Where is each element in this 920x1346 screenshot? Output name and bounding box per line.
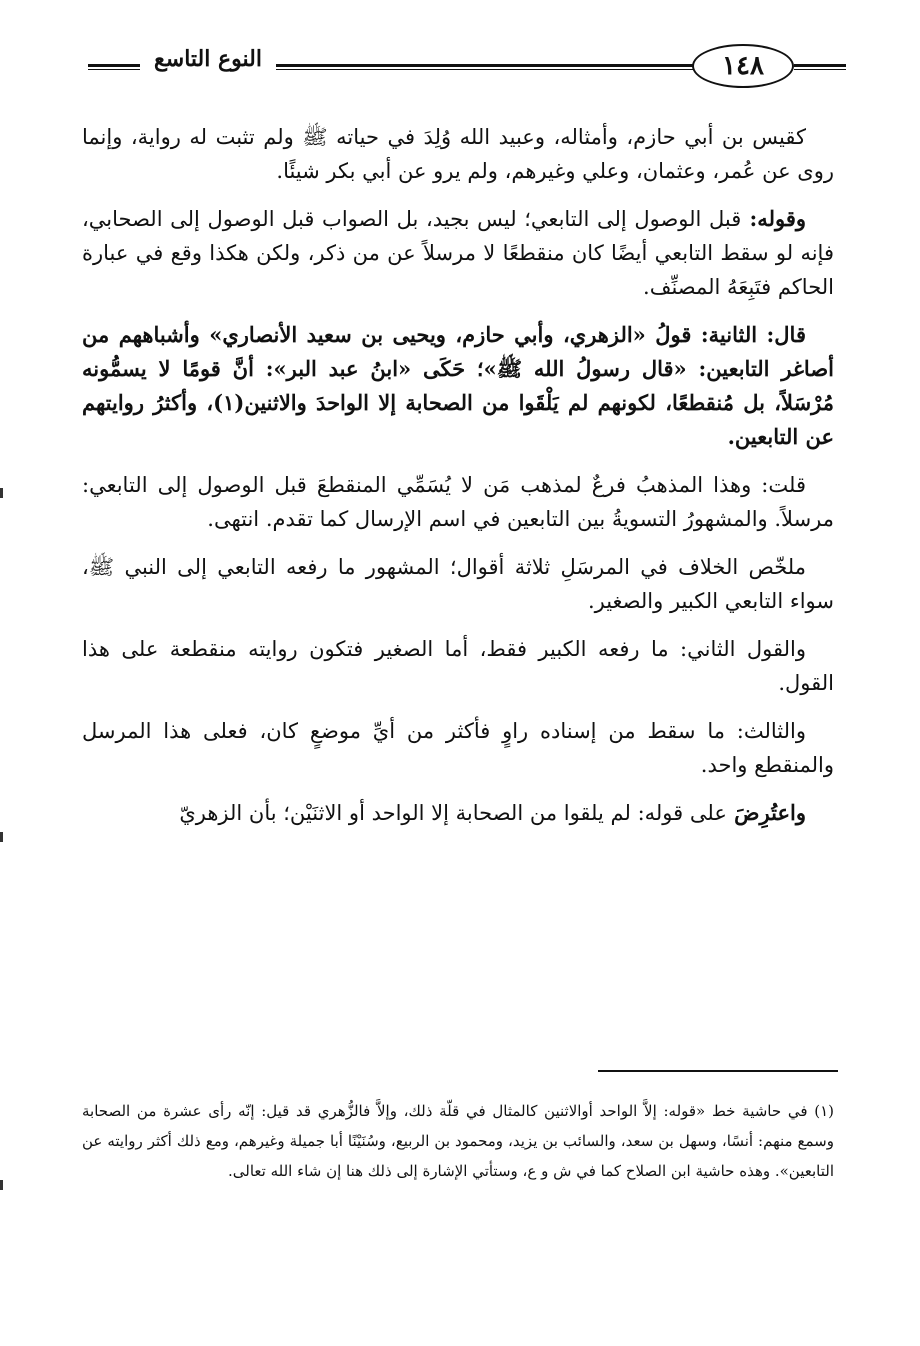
page-number: ١٤٨ <box>692 44 794 88</box>
footnotes <box>82 1096 834 1186</box>
page-edge-mark <box>0 488 3 498</box>
page-header <box>58 38 846 100</box>
main-text <box>82 120 834 844</box>
paragraph-text: قلت: وهذا المذهبُ فرعٌ لمذهب مَن لا يُسَمِّي المنقطعَ قبل الوصول إلى التابعي: مرسلاً. والمشهورُ التسويةُ بين التابعين في اسم الإرسال كما تقدم. انتهى. <box>82 473 834 531</box>
header-rule-left <box>88 64 140 70</box>
paragraph <box>82 632 834 700</box>
header-rule-middle <box>276 64 694 70</box>
paragraph-text: والقول الثاني: ما رفعه الكبير فقط، أما الصغير فتكون روايته منقطعة على هذا القول. <box>82 637 834 695</box>
quoted-text-paragraph <box>82 318 834 454</box>
paragraph-text: قبل الوصول إلى التابعي؛ ليس بجيد، بل الصواب قبل الوصول إلى الصحابي، فإنه لو سقط التابعي أيضًا كان منقطعًا لا مرسلاً عن من ذكر، ولكن هكذا وقع في عبارة الحاكم فتَبِعَهُ المصنِّف. <box>82 207 834 299</box>
paragraph-text: كقيس بن أبي حازم، وأمثاله، وعبيد الله وُلِدَ في حياته ﷺ ولم تثبت له رواية، وإنما روى عن عُمر، وعثمان، وعلي وغيرهم، ولم يرو عن أبي بكر شيئًا. <box>82 125 834 183</box>
paragraph-lead: وقوله: <box>741 206 806 231</box>
paragraph <box>82 714 834 782</box>
paragraph <box>82 796 834 830</box>
footnote-separator <box>598 1070 838 1072</box>
chapter-title: النوع التاسع <box>154 46 262 72</box>
footnote: (١) في حاشية خط «قوله: إلاَّ الواحد أوالاثنين كالمثال في قلّة ذلك، وإلاَّ فالزُّهري قد قيل: إنّه رأى عشرة من الصحابة وسمع منهم: أنسًا، وسهل بن سعد، والسائب بن يزيد، ومحمود بن الربيع، وسُنَيْنًا أبا جميلة وغيرهم، ومع ذلك أكثر روايته عن التابعين». وهذه حاشية ابن الصلاح كما في ش و ع، وستأتي الإشارة إلى ذلك هنا إن شاء الله تعالى. <box>82 1102 834 1180</box>
header-rule-right <box>794 64 846 70</box>
paragraph <box>82 202 834 304</box>
paragraph <box>82 550 834 618</box>
paragraph-text: والثالث: ما سقط من إسناده راوٍ فأكثر من أيِّ موضعٍ كان، فعلى هذا المرسل والمنقطع واحد. <box>82 719 834 777</box>
page-edge-mark <box>0 832 3 842</box>
paragraph-lead: واعتُرِضَ <box>726 800 806 825</box>
paragraph-text: على قوله: لم يلقوا من الصحابة إلا الواحد أو الاثنَيْن؛ بأن الزهريّ <box>179 801 727 825</box>
paragraph-text: ملخّص الخلاف في المرسَلِ ثلاثة أقوال؛ المشهور ما رفعه التابعي إلى النبي ﷺ، سواء التابعي الكبير والصغير. <box>82 555 834 613</box>
page-edge-mark <box>0 1180 3 1190</box>
paragraph-text: قال: الثانية: قولُ «الزهري، وأبي حازم، ويحيى بن سعيد الأنصاري» وأشباههم من أصاغر التابعين: «قال رسولُ الله ﷺ»؛ حَكَى «ابنُ عبد البر»: أنَّ قومًا لا يسمُّونه مُرْسَلاً، بل مُنقطعًا، لكونهم لم يَلْقَوا من الصحابة إلا الواحدَ والاثنين(١)، وأكثرُ روايتهم عن التابعين. <box>82 322 834 449</box>
paragraph <box>82 120 834 188</box>
paragraph <box>82 468 834 536</box>
